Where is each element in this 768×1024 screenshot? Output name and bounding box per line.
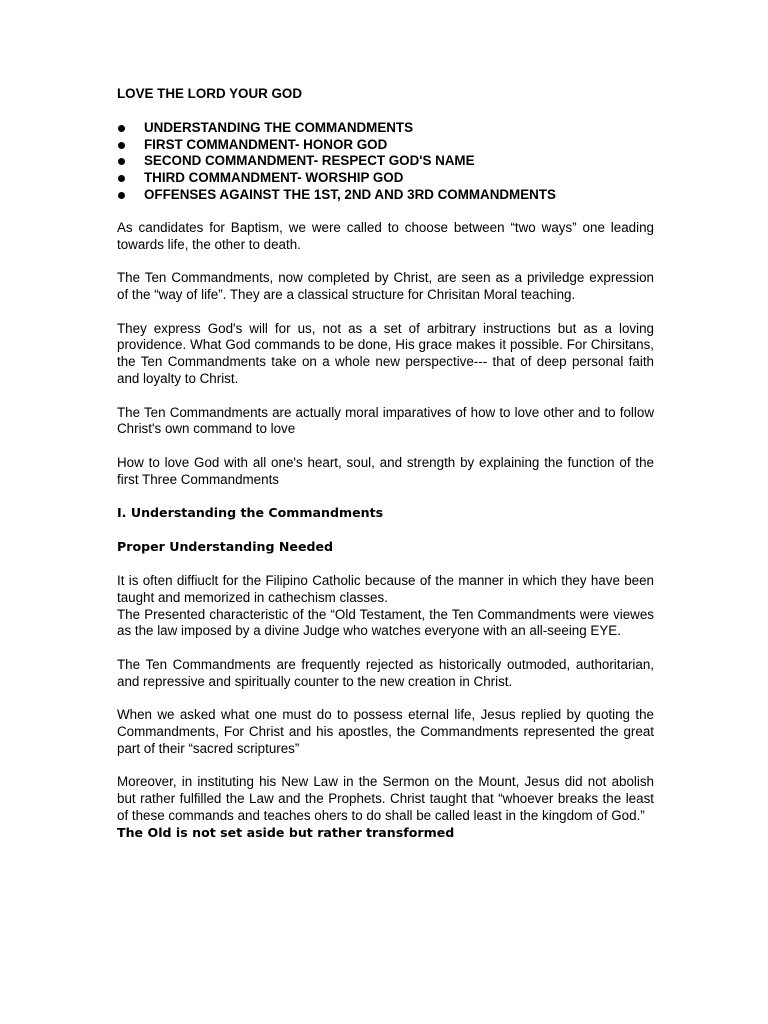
topic-label: FIRST COMMANDMENT- HONOR GOD xyxy=(144,136,388,152)
topic-list-item xyxy=(117,187,654,204)
document-title: LOVE THE LORD YOUR GOD xyxy=(117,86,303,101)
topic-label: THIRD COMMANDMENT- WORSHIP GOD xyxy=(144,170,404,186)
intro-paragraph: As candidates for Baptism, we were called to choose between “two ways” one leading towards life, the other to death. xyxy=(117,219,654,252)
bullet-icon xyxy=(118,158,125,165)
subheading: Proper Understanding Needed xyxy=(117,539,334,555)
topic-label: OFFENSES AGAINST THE 1ST, 2ND AND 3RD COMMANDMENTS xyxy=(144,186,556,202)
topic-list-item xyxy=(117,120,654,137)
body-paragraph: When we asked what one must do to possess eternal life, Jesus replied by quoting the Commandments, For Christ and his apostles, the Commandments represented the great part of their “sacred scriptures” xyxy=(117,707,654,756)
intro-paragraph: How to love God with all one's heart, soul, and strength by explaining the function of the first Three Commandments xyxy=(117,454,654,487)
bullet-icon xyxy=(118,125,125,132)
intro-paragraph: The Ten Commandments, now completed by Christ, are seen as a priviledge expression of the “way of life”. They are a classical structure for Chrisitan Moral teaching. xyxy=(117,270,654,302)
closing-heading: The Old is not set aside but rather transformed xyxy=(117,824,455,840)
intro-paragraph: They express God's will for us, not as a set of arbitrary instructions but as a loving providence. What God commands to be done, His grace makes it possible. For Chirsitans, the Ten Commandments take on a whole new perspective--- that of deep personal faith and loyalty to Christ. xyxy=(117,320,654,386)
topic-list xyxy=(117,120,654,204)
section-heading: I. Understanding the Commandments xyxy=(117,505,384,521)
topic-list-item xyxy=(117,137,654,154)
body-paragraph: Moreover, in instituting his New Law in the Sermon on the Mount, Jesus did not abolish but rather fulfilled the Law and the Prophets. Christ taught that “whoever breaks the least of these commands and teaches ohers to do shall be called least in the kingdom of God.” xyxy=(117,774,654,824)
body-paragraph: The Ten Commandments are frequently rejected as historically outmoded, authoritarian, and repressive and spiritually counter to the new creation in Christ. xyxy=(117,656,654,689)
body-paragraph: The Presented characteristic of the “Old Testament, the Ten Commandments were viewes as the law imposed by a divine Judge who watches everyone with an all-seeing EYE. xyxy=(117,606,654,639)
topic-list-item xyxy=(117,170,654,187)
intro-paragraph: The Ten Commandments are actually moral imparatives of how to love other and to follow Christ's own command to love xyxy=(117,404,654,437)
topic-list-item xyxy=(117,153,654,170)
body-paragraph: It is often diffiuclt for the Filipino Catholic because of the manner in which they have been taught and memorized in cathechism classes. xyxy=(117,572,654,605)
bullet-icon xyxy=(118,192,125,199)
document-page xyxy=(117,86,654,842)
bullet-icon xyxy=(118,142,125,149)
topic-label: UNDERSTANDING THE COMMANDMENTS xyxy=(144,119,414,135)
topic-label: SECOND COMMANDMENT- RESPECT GOD'S NAME xyxy=(144,153,475,169)
bullet-icon xyxy=(118,175,125,182)
